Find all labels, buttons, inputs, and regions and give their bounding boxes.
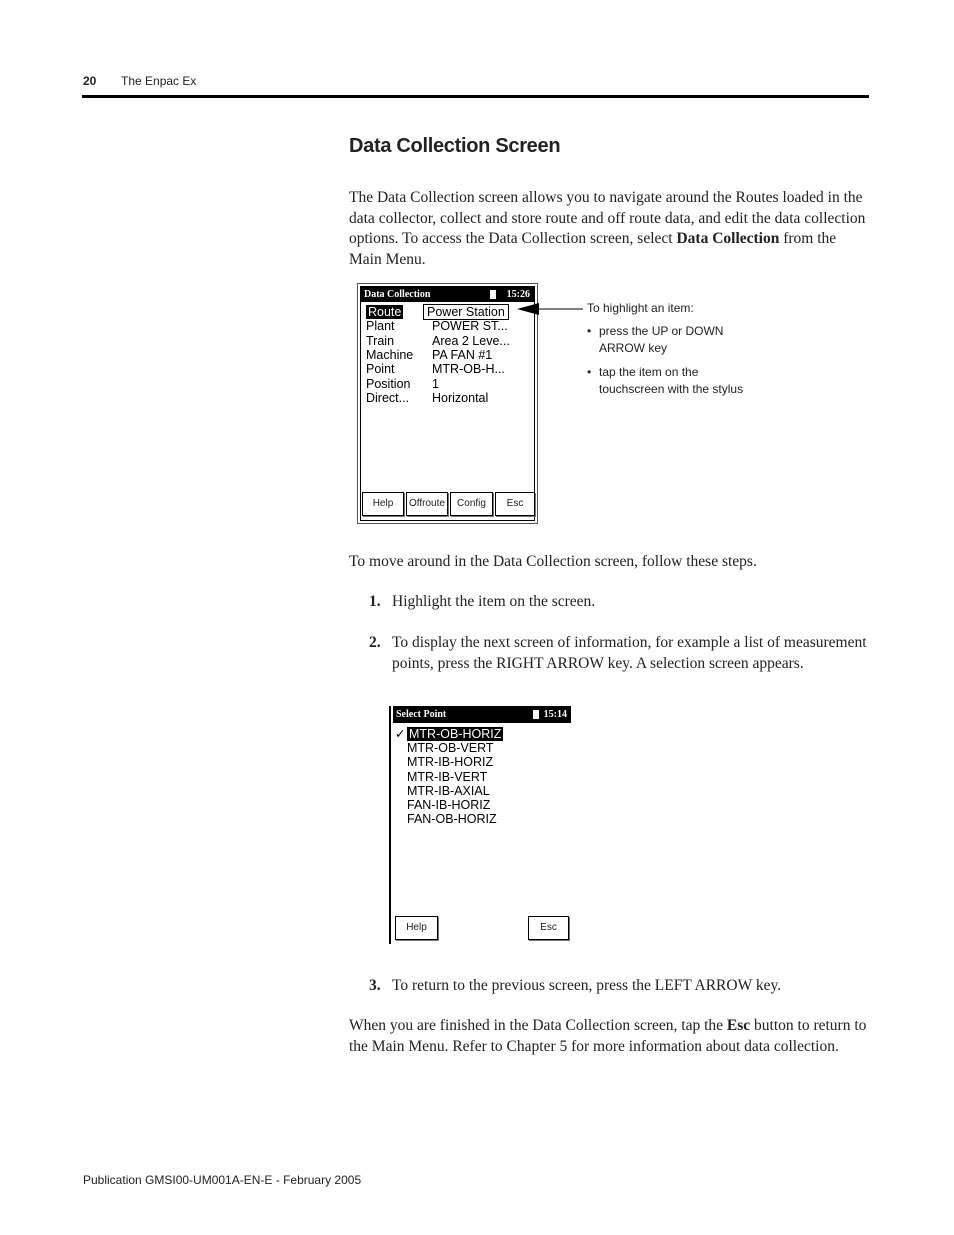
callout-bullet-1-line-1: press the UP or DOWN [599,324,724,338]
data-collection-screen [357,283,538,524]
point-item[interactable]: MTR-IB-VERT [407,770,488,784]
step-text: To return to the previous screen, press the LEFT ARROW key. [392,977,782,994]
field-label-train[interactable]: Train [366,334,395,348]
callout-heading: To highlight an item: [587,301,694,315]
point-item[interactable]: MTR-IB-HORIZ [407,755,494,769]
field-value-position[interactable]: 1 [432,377,439,391]
screen-title-bar [393,706,571,723]
field-label-direction[interactable]: Direct... [366,391,410,405]
callout-bullet-icon: • [587,324,592,338]
esc-button[interactable]: Esc [495,492,535,516]
callout-arrow-icon [515,300,585,318]
step-number: 1. [369,593,381,610]
step-text: Highlight the item on the screen. [392,593,596,610]
battery-icon [490,290,496,299]
move-intro: To move around in the Data Collection screen, follow these steps. [349,553,757,570]
point-item[interactable]: MTR-OB-VERT [407,741,494,755]
screen-title: Data Collection [364,289,431,300]
help-button[interactable]: Help [395,916,438,940]
field-value-machine[interactable]: PA FAN #1 [432,348,493,362]
select-point-screen [389,706,571,944]
step-3 [369,976,869,997]
checkmark-icon: ✓ [395,727,406,741]
page-number: 20 [83,74,97,88]
help-button[interactable]: Help [362,492,404,516]
field-value-point[interactable]: MTR-OB-H... [432,362,505,376]
battery-icon [533,710,539,719]
screen-title: Select Point [396,709,447,720]
step-2 [369,633,869,674]
step-1 [369,592,869,613]
callout-bullet-1-line-2: ARROW key [599,341,668,355]
screen-title-bar [361,287,534,302]
step-number: 3. [369,977,381,994]
offroute-button[interactable]: Offroute [406,492,448,516]
point-item[interactable]: FAN-IB-HORIZ [407,798,491,812]
field-label-position[interactable]: Position [366,377,411,391]
field-label-route[interactable]: Route [368,305,402,319]
esc-button[interactable]: Esc [528,916,569,940]
running-title: The Enpac Ex [121,74,197,88]
step-text: To display the next screen of information, for example a list of measurement points, press the RIGHT ARROW key. A selection screen appears. [392,634,867,672]
field-value-train[interactable]: Area 2 Leve... [432,334,510,348]
point-item[interactable]: FAN-OB-HORIZ [407,812,497,826]
clock: 15:14 [543,709,567,720]
field-label-machine[interactable]: Machine [366,348,414,362]
step-number: 2. [369,634,381,651]
callout-bullet-2-line-1: tap the item on the [599,365,699,379]
field-value-plant[interactable]: POWER ST... [432,319,508,333]
closing-paragraph: When you are finished in the Data Collection screen, tap the Esc button to return to the Main Menu. Refer to Chapter 5 for more information about data collection. [349,1017,867,1055]
field-value-direction[interactable]: Horizontal [432,391,489,405]
clock: 15:26 [506,289,530,300]
callout-bullet-icon: • [587,365,592,379]
field-label-plant[interactable]: Plant [366,319,395,333]
field-label-point[interactable]: Point [366,362,395,376]
config-button[interactable]: Config [450,492,493,516]
point-item[interactable]: MTR-IB-AXIAL [407,784,490,798]
field-value-route[interactable]: Power Station [423,304,509,320]
point-item-selected[interactable]: MTR-OB-HORIZ [409,727,502,741]
header-rule [82,95,869,98]
intro-paragraph: The Data Collection screen allows you to navigate around the Routes loaded in the data collector, collect and store route and off route data, and edit the data collection options. To access the Data Collection screen, select Data Collection from the Main Menu. [349,189,866,268]
callout-bullet-2-line-2: touchscreen with the stylus [599,382,744,396]
publication-footer: Publication GMSI00-UM001A-EN-E - February 2005 [83,1173,362,1187]
section-title: Data Collection Screen [349,135,561,157]
